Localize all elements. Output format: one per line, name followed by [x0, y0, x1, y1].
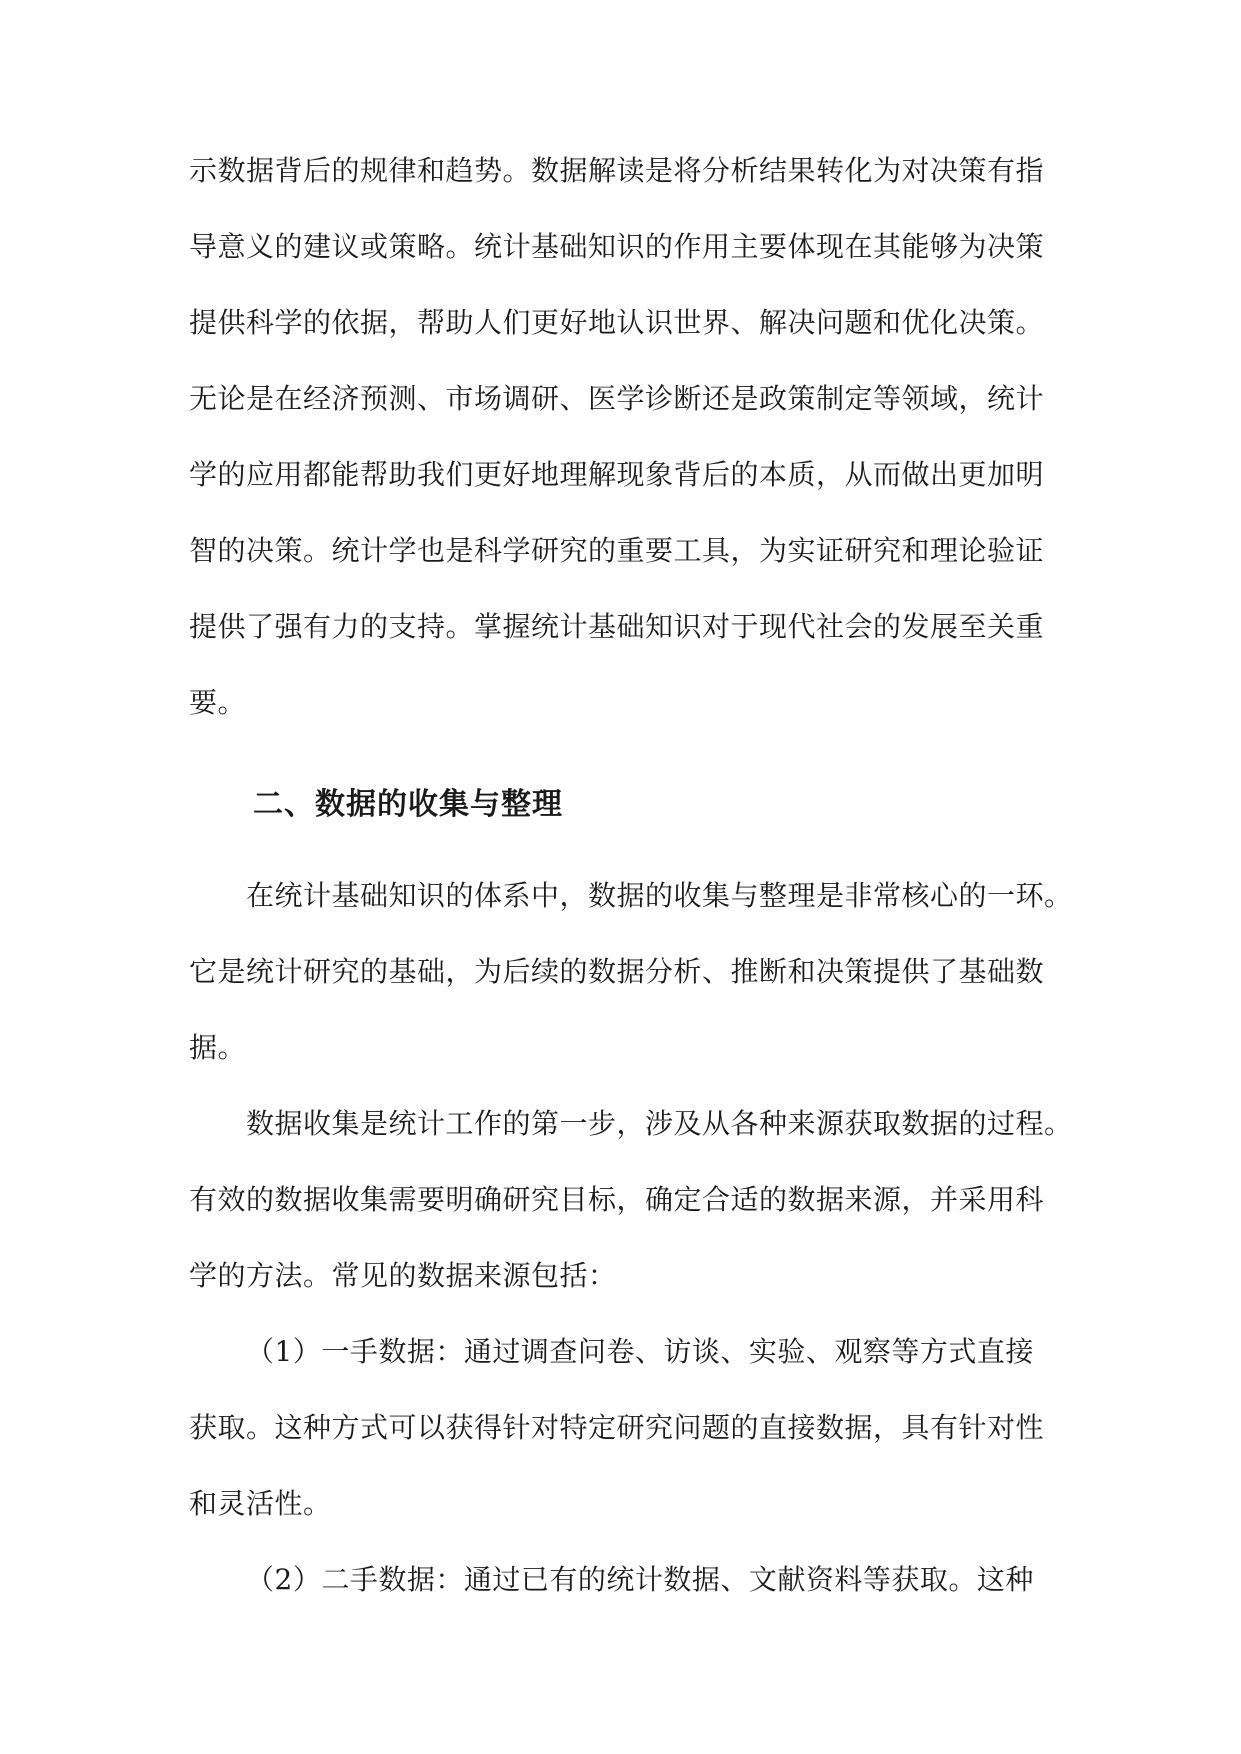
text-line: 学的方法。常见的数据来源包括：: [189, 1259, 617, 1292]
text-line: 学的应用都能帮助我们更好地理解现象背后的本质，从而做出更加明: [189, 458, 1045, 491]
text-line: 数据收集是统计工作的第一步，涉及从各种来源获取数据的过程。: [246, 1107, 1073, 1140]
text-line: 要。: [189, 686, 247, 719]
text-line: 和灵活性。: [189, 1487, 332, 1520]
text-line: 据。: [189, 1031, 247, 1064]
text-line: 智的决策。统计学也是科学研究的重要工具，为实证研究和理论验证: [189, 534, 1045, 567]
text-line: 在统计基础知识的体系中，数据的收集与整理是非常核心的一环。: [246, 879, 1073, 912]
text-line: 获取。这种方式可以获得针对特定研究问题的直接数据，具有针对性: [189, 1411, 1045, 1444]
section-heading: 二、数据的收集与整理: [253, 787, 563, 822]
text-line: （1）一手数据：通过调查问卷、访谈、实验、观察等方式直接: [246, 1335, 1034, 1368]
text-line: 提供了强有力的支持。掌握统计基础知识对于现代社会的发展至关重: [189, 610, 1045, 643]
text-line: 它是统计研究的基础，为后续的数据分析、推断和决策提供了基础数: [189, 955, 1045, 988]
text-line: 无论是在经济预测、市场调研、医学诊断还是政策制定等领域，统计: [189, 382, 1045, 415]
text-line: 有效的数据收集需要明确研究目标，确定合适的数据来源，并采用科: [189, 1183, 1045, 1216]
text-line: 示数据背后的规律和趋势。数据解读是将分析结果转化为对决策有指: [189, 154, 1045, 187]
text-line: 提供科学的依据，帮助人们更好地认识世界、解决问题和优化决策。: [189, 306, 1045, 339]
text-line: 导意义的建议或策略。统计基础知识的作用主要体现在其能够为决策: [189, 230, 1045, 263]
text-line: （2）二手数据：通过已有的统计数据、文献资料等获取。这种: [246, 1563, 1034, 1596]
